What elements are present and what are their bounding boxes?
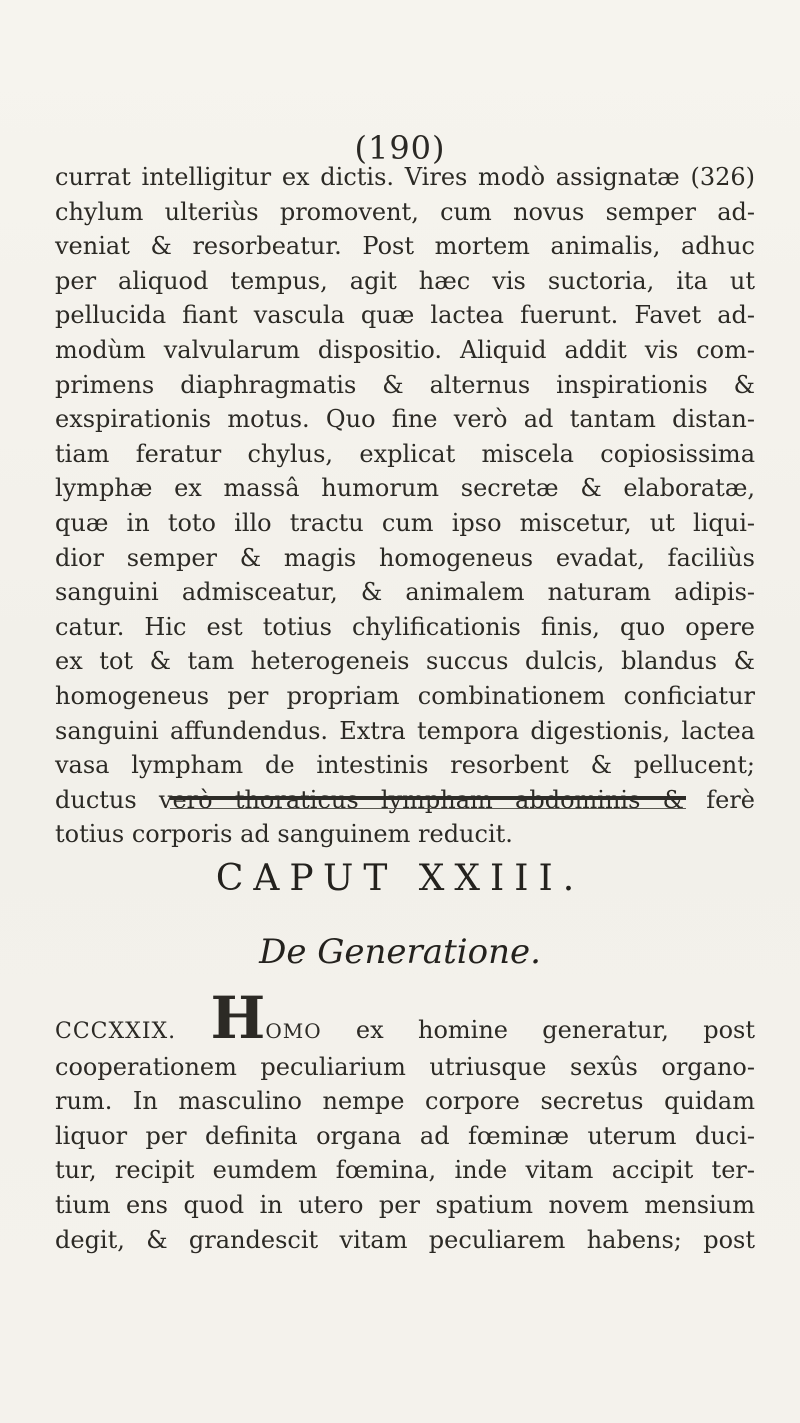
first-word-rest: OMO [265, 1019, 322, 1043]
text-line: lymphæ ex massâ humorum secretæ & elaboratæ, [55, 474, 755, 503]
text-line: degit, & grandescit vitam peculiarem habens; post [55, 1225, 755, 1254]
text-line: pellucida fiant vascula quæ lactea fuerunt. Favet ad- [55, 301, 755, 330]
text-line: modùm valvularum dispositio. Aliquid addit vis com- [55, 335, 755, 364]
text-line: totius corporis ad sanguinem reducit. [55, 820, 513, 849]
text-line-first [55, 984, 755, 1052]
text-line: currat intelligitur ex dictis. Vires modò assignatæ (326) [55, 163, 755, 191]
text-line: quæ in toto illo tractu cum ipso miscetur, ut liqui- [55, 508, 755, 537]
text-line: catur. Hic est totius chylificationis finis, quo opere [55, 612, 755, 641]
text-line: chylum ulteriùs promovent, cum novus semper ad- [55, 197, 755, 226]
text-line: tiam feratur chylus, explicat miscela copiosissima [55, 439, 755, 468]
text-line: primens diaphragmatis & alternus inspirationis & [55, 370, 755, 399]
chapter-subtitle: De Generatione. [259, 932, 541, 972]
text-line: veniat & resorbeatur. Post mortem animalis, adhuc [55, 232, 755, 261]
text-line: vasa lympham de intestinis resorbent & pellucent; [55, 751, 755, 780]
text-line: ex tot & tam heterogeneis succus dulcis, blandus & [55, 647, 755, 676]
text-line: per aliquod tempus, agit hæc vis suctoria, ita ut [55, 266, 755, 295]
page-number: (190) [354, 129, 446, 167]
text-line: tur, recipit eumdem fœmina, inde vitam accipit ter- [55, 1156, 755, 1185]
text-line: homogeneus per propriam combinationem conficiatur [55, 681, 755, 710]
drop-cap: H [210, 984, 266, 1052]
text-line: ductus verò thoraticus lympham abdominis & ferè [55, 785, 755, 814]
text-line: sanguini admisceatur, & animalem naturam adipis- [55, 578, 755, 607]
chapter-title: CAPUT XXIII. [215, 858, 585, 899]
text-line: tium ens quod in utero per spatium novem mensium [55, 1190, 755, 1219]
paragraph-chylification [55, 160, 755, 852]
paragraph-generation [55, 984, 755, 1257]
text-line: rum. In masculino nempe corpore secretus quidam [55, 1087, 755, 1116]
text-line: cooperationem peculiarium utriusque sexûs organo- [55, 1052, 755, 1081]
text-line: sanguini affundendus. Extra tempora digestionis, lactea [55, 716, 755, 745]
first-line-rest: ex homine generatur, post [355, 1016, 755, 1044]
text-line: dior semper & magis homogeneus evadat, faciliùs [55, 543, 755, 572]
section-divider-rule [170, 796, 686, 809]
text-line: exspirationis motus. Quo fine verò ad tantam distan- [55, 405, 755, 434]
text-line: liquor per definita organa ad fœminæ uterum duci- [55, 1121, 755, 1150]
section-number: CCCXXIX. [55, 1019, 177, 1044]
